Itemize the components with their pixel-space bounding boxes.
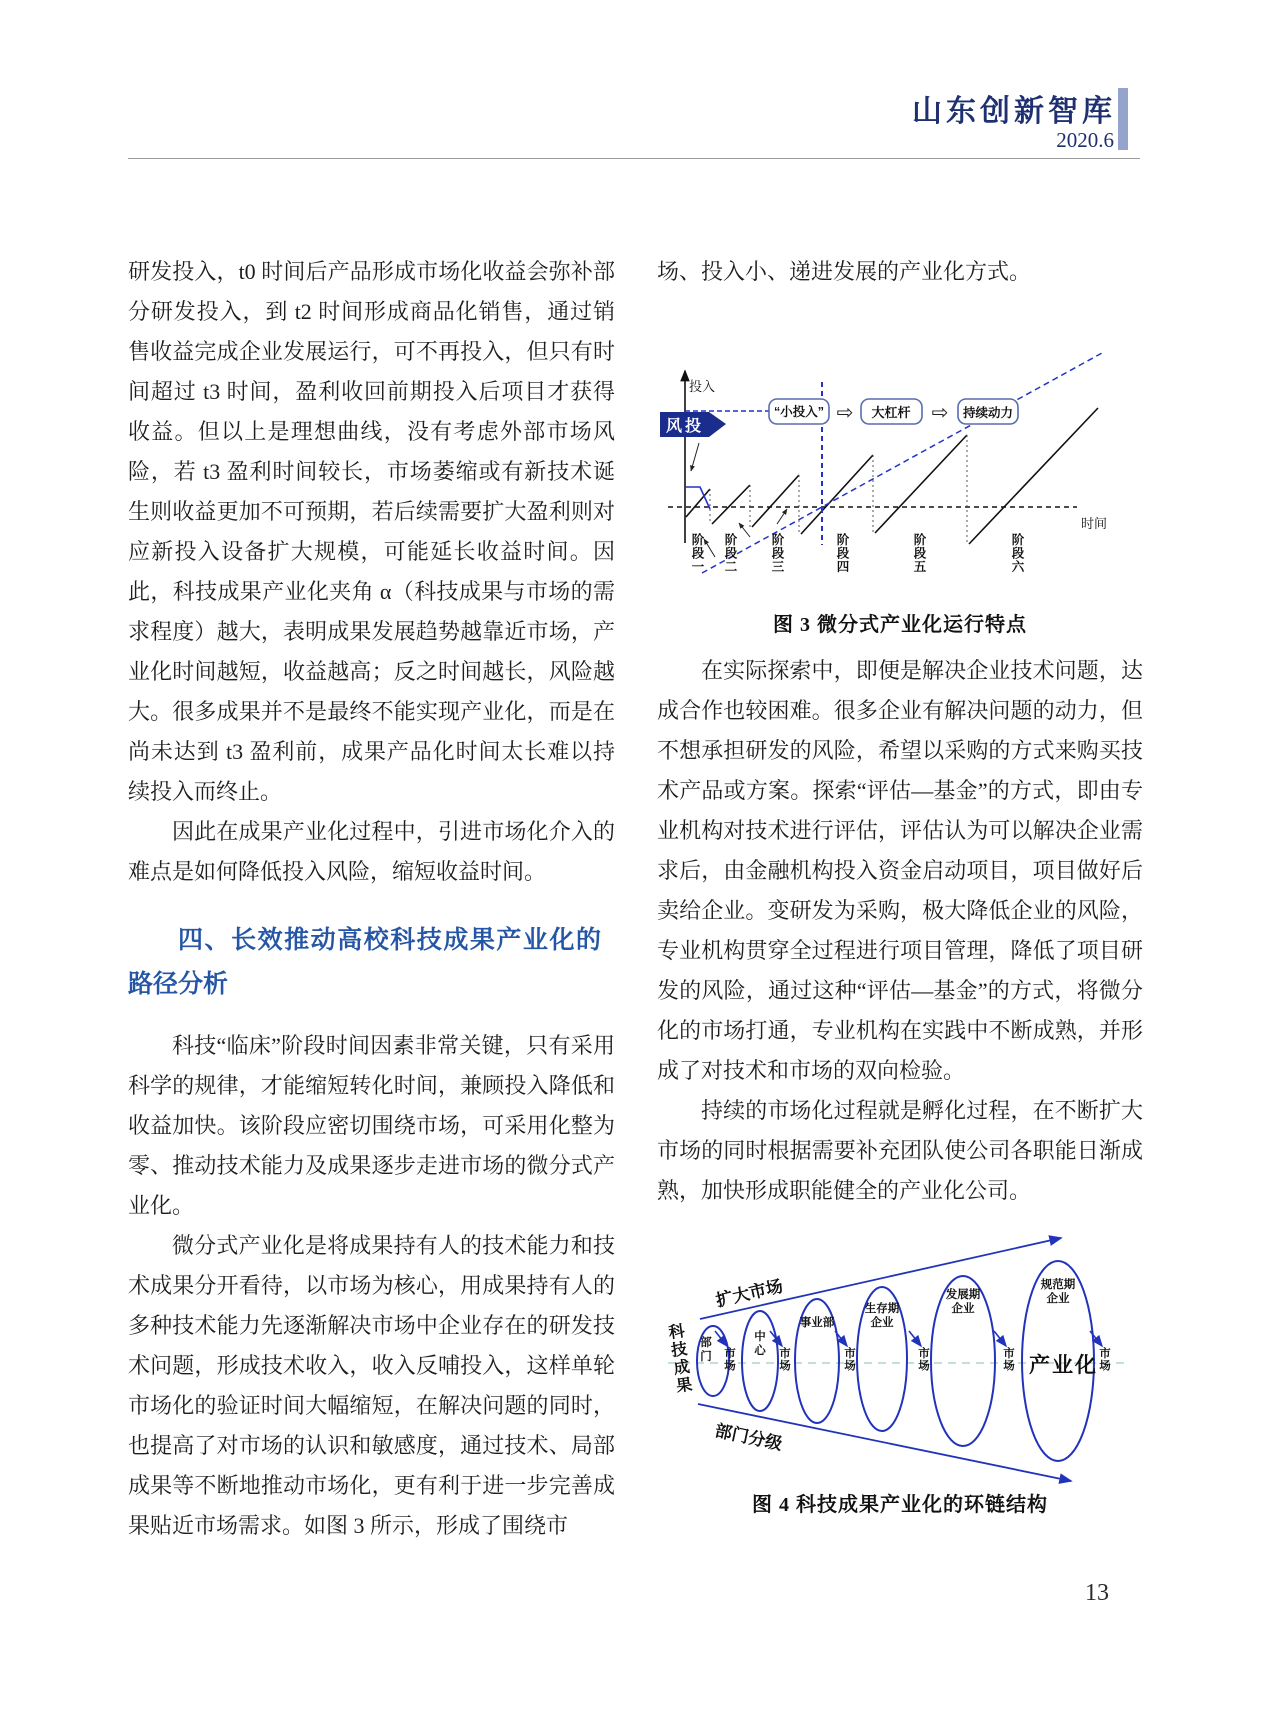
y-axis-label: 投入 (689, 379, 716, 394)
market-label: 市场 (917, 1347, 929, 1372)
header-accent-bar (1118, 88, 1128, 150)
sawtooth-drop-lines (710, 435, 967, 544)
body-paragraph: 研发投入，t0 时间后产品形成市场化收益会弥补部分研发投入，到 t2 时间形成商品化销售，通过销售收益完成企业发展运行，可不再投入，但只有时间超过 t3 时间，盈利收回前期投入后项目才获得收益。但以上是理想曲线，没有考虑外部市场风险，若 t3 盈利时间较长，市场萎缩或有新技术诞生则收益更加不可预期，若后续需要扩大盈利则对应新投入设备扩大规模，可能延长收益时间。因此，科技成果产业化夹角 α（科技成果与市场的需求程度）越大，表明成果发展趋势越靠近市场，产业化时间越短，收益越高；反之时间越长，风险越大。很多成果并不是最终不能实现产业化，而是在尚未达到 t3 盈利前，成果产品化时间太长难以持续投入而终止。 (128, 259, 615, 804)
node-label-development: 发展期企业 (945, 1289, 981, 1315)
market-arrow (909, 1331, 921, 1346)
expand-market-label: 扩大市场 (714, 1276, 785, 1311)
body-paragraph: 持续的市场化过程就是孵化过程，在不断扩大市场的同时根据需要补充团队使公司各职能日渐成熟，加快形成职能健全的产业化公司。 (657, 1098, 1143, 1203)
flow-box-small-investment-label: “小投入” (773, 405, 825, 419)
figure3-differential-industrialization (657, 327, 1143, 582)
annotation-arrow (777, 509, 787, 524)
node-ellipse-center (742, 1311, 778, 1411)
journal-issue: 2020.6 (1056, 128, 1114, 152)
industrialization-label: 产业化 (1029, 1353, 1098, 1377)
flow-arrow-icon: ⇨ (931, 402, 949, 424)
header-rule (128, 158, 1140, 159)
market-label: 市场 (843, 1347, 855, 1372)
body-paragraph: 科技“临床”阶段时间因素非常关键，只有采用科学的规律，才能缩短转化时间，兼顾投入降低和收益加快。该阶段应密切围绕市场，可采用化整为零、推动技术能力及成果逐步走进市场的微分式产业化。 (128, 1033, 615, 1218)
page-number: 13 (1085, 1580, 1109, 1606)
right-column (657, 252, 1143, 1517)
flow-box-big-leverage-label: 大杠杆 (871, 405, 911, 420)
body-paragraph: 在实际探索中，即便是解决企业技术问题，达成合作也较困难。很多企业有解决问题的动力，但不想承担研发的风险，希望以采购的方式来购买技术产品或方案。探索“评估—基金”的方式，即由专业机构对技术进行评估，评估认为可以解决企业需求后，由金融机构投入资金启动项目，项目做好后卖给企业。变研发为采购，极大降低企业的风险，专业机构贯穿全过程进行项目管理，降低了项目研发的风险，通过这种“评估—基金”的方式，将微分化的市场打通，专业机构在实践中不断成熟，并形成了对技术和市场的双向检验。 (657, 658, 1143, 1083)
stage-label-3: 阶段三 (770, 533, 784, 574)
sawtooth-ramps (686, 408, 1098, 544)
node-label-survival: 生存期企业 (864, 1303, 900, 1329)
annotation-arrow (704, 539, 715, 557)
body-paragraph: 场、投入小、递进发展的产业化方式。 (657, 259, 1032, 284)
section-heading: 四、长效推动高校科技成果产业化的路径分析 (128, 926, 601, 998)
venture-capital-banner-label: 风投 (666, 418, 705, 435)
market-label: 市场 (723, 1347, 735, 1372)
x-axis-label: 时间 (1081, 516, 1108, 531)
stage-label-6: 阶段六 (1010, 533, 1024, 574)
flow-box-continuous-power-label: 持续动力 (962, 406, 1014, 420)
node-label-division: 事业部 (799, 1317, 835, 1329)
left-column (128, 252, 615, 1546)
figure4-chain-structure (657, 1231, 1143, 1486)
node-label-department: 部门 (700, 1337, 712, 1363)
stage-label-4: 阶段四 (835, 533, 849, 574)
stage-label-2: 阶段二 (723, 533, 737, 574)
figure3-caption: 图 3 微分式产业化运行特点 (773, 614, 1027, 636)
body-paragraph: 微分式产业化是将成果持有人的技术能力和技术成果分开看待，以市场为核心，用成果持有人的多种技术能力先逐渐解决市场中企业存在的研发技术问题，形成技术收入，收入反哺投入，这样单轮市场化的验证时间大幅缩短，在解决问题的同时，也提高了对市场的认识和敏感度，通过技术、局部成果等不断地推动市场化，更有利于进一步完善成果贴近市场需求。如图 3 所示，形成了围绕市 (128, 1233, 615, 1538)
sci-tech-achievements-label: 科技成果 (665, 1322, 692, 1396)
node-label-center: 中心 (754, 1331, 766, 1357)
market-arrow (1090, 1331, 1102, 1346)
blue-step-line (685, 487, 710, 509)
market-arrow (994, 1331, 1006, 1346)
annotation-arrow (739, 523, 750, 537)
node-label-standardized: 规范期企业 (1040, 1279, 1076, 1305)
market-label: 市场 (778, 1347, 790, 1372)
stage-label-1: 阶段一 (690, 533, 704, 574)
annotation-arrow (691, 443, 699, 471)
body-paragraph: 因此在成果产业化过程中，引进市场化介入的难点是如何降低投入风险，缩短收益时间。 (128, 819, 615, 884)
department-grading-label: 部门分级 (713, 1421, 784, 1454)
blue-trend-line (702, 353, 1102, 573)
stage-label-5: 阶段五 (912, 533, 926, 574)
flow-arrow-icon: ⇨ (836, 402, 854, 424)
market-label: 市场 (1002, 1347, 1014, 1372)
journal-title: 山东创新智库 (912, 95, 1116, 128)
market-label: 市场 (1098, 1347, 1110, 1372)
figure4-caption: 图 4 科技成果产业化的环链结构 (752, 1494, 1048, 1516)
